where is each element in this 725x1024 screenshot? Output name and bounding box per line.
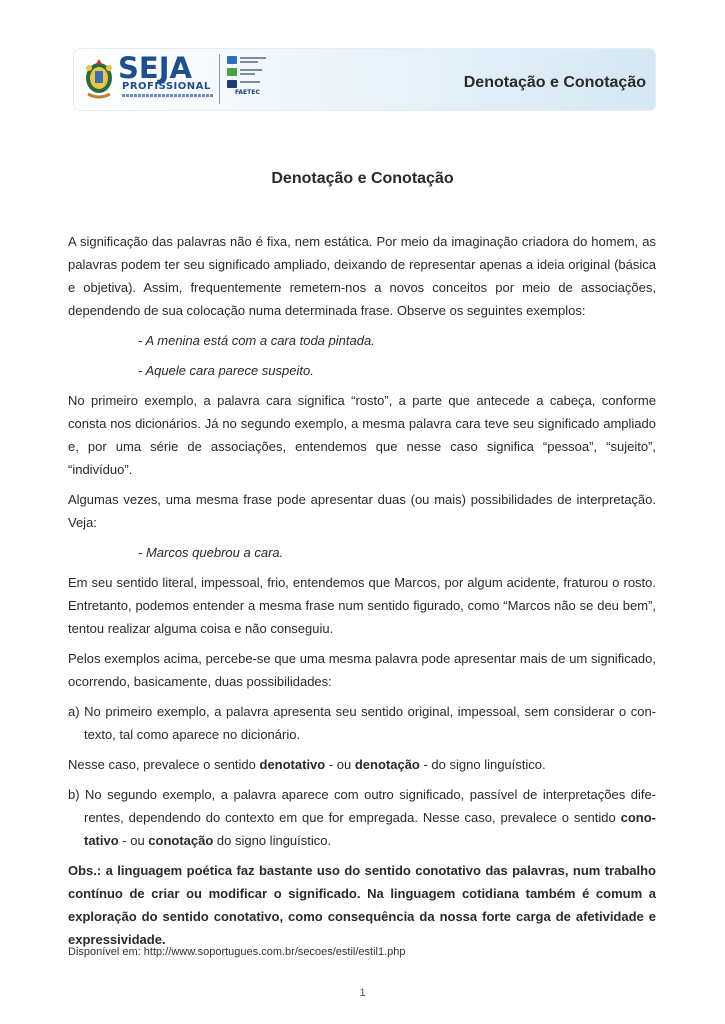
state-crest-icon — [84, 56, 114, 102]
brand-tagline-bar — [122, 94, 214, 97]
paragraph — [68, 571, 656, 640]
text-run: - ou — [118, 833, 149, 848]
text-run: - A menina está com a cara toda pintada. — [138, 333, 375, 348]
text-run: - ou — [325, 757, 355, 772]
text-run: Obs.: a linguagem poética faz bastante uso do sentido conotativo das palavras, num trabalho contínuo de criar ou modificar o significado. Na linguagem cotidiana também é comum a exploração do sentido conotativo, como consequência da nossa forte carga de afetividade e expressividade. — [68, 863, 656, 947]
text-run: - Marcos quebrou a cara. — [138, 545, 284, 560]
page-header — [73, 48, 656, 111]
document-title: Denotação e Conotação — [271, 170, 454, 187]
paragraph — [68, 230, 656, 322]
page-number: 1 — [359, 987, 366, 999]
text-run: do signo linguístico. — [213, 833, 332, 848]
text-run: a) No primeiro exemplo, a palavra apresenta seu sentido original, impessoal, sem considerar o con-texto, tal como aparece no dicionário. — [68, 704, 656, 742]
brand-name: SEJA — [118, 51, 192, 85]
paragraph — [68, 488, 656, 534]
paragraph — [68, 389, 656, 481]
paragraph — [68, 753, 656, 776]
text-run: A significação das palavras não é fixa, nem estática. Por meio da imaginação criadora do homem, as palavras podem ter seu significado ampliado, deixando de representar apenas a ideia original (básica e objetiva). Assim, frequentemente remetem-nos a novos conceitos por meio de associações, dependendo de sua colocação numa determinada frase. Observe os seguintes exemplos: — [68, 234, 656, 318]
text-run: Em seu sentido literal, impessoal, frio, entendemos que Marcos, por algum acidente, fraturou o rosto. Entretanto, podemos entender a mesma frase num sentido figurado, como “Marcos não se deu bem”, tentou realizar alguma coisa e não conseguiu. — [68, 575, 656, 636]
bold-term: denotativo — [259, 757, 326, 772]
text-run: b) No segundo exemplo, a palavra aparece com outro significado, passível de interpretações dife-rentes, dependendo do contexto em que for empregada. Nesse caso, prevalece o sentido — [68, 787, 656, 825]
text-run: Pelos exemplos acima, percebe-se que uma mesma palavra pode apresentar mais de um significado, ocorrendo, basicamente, duas possibilidades: — [68, 651, 656, 689]
example-sentence — [138, 541, 656, 564]
bold-term: denotação — [354, 757, 420, 772]
header-divider — [219, 54, 220, 104]
text-run: - Aquele cara parece suspeito. — [138, 363, 314, 378]
list-item — [68, 700, 656, 746]
example-sentence — [138, 359, 656, 382]
text-run: - do signo linguístico. — [419, 757, 546, 772]
text-run: Algumas vezes, uma mesma frase pode apresentar duas (ou mais) possibilidades de interpretação. Veja: — [68, 492, 656, 530]
bold-term: conotação — [148, 833, 214, 848]
text-run: No primeiro exemplo, a palavra cara significa “rosto”, a parte que antecede a cabeça, conforme consta nos dicionários. Já no segundo exemplo, a mesma palavra cara teve seu significado ampliado e, por uma série de associações, entendemos que nesse caso significa “pessoa”, “sujeito”, “indivíduo”. — [68, 393, 656, 477]
brand-subtitle: PROFISSIONAL — [122, 81, 211, 92]
bold-term: cono-tativo — [84, 810, 656, 848]
government-logos-icon — [227, 54, 277, 104]
header-title: Denotação e Conotação — [463, 74, 646, 91]
paragraph — [68, 647, 656, 693]
source-citation: Disponível em: http://www.soportugues.com.br/secoes/estil/estil1.php — [68, 946, 406, 958]
document-body — [68, 230, 656, 958]
list-item — [68, 783, 656, 852]
example-sentence — [138, 329, 656, 352]
observation-note — [68, 859, 656, 951]
partner-logo-text: FAETEC — [235, 89, 260, 96]
text-run: Nesse caso, prevalece o sentido — [68, 757, 260, 772]
